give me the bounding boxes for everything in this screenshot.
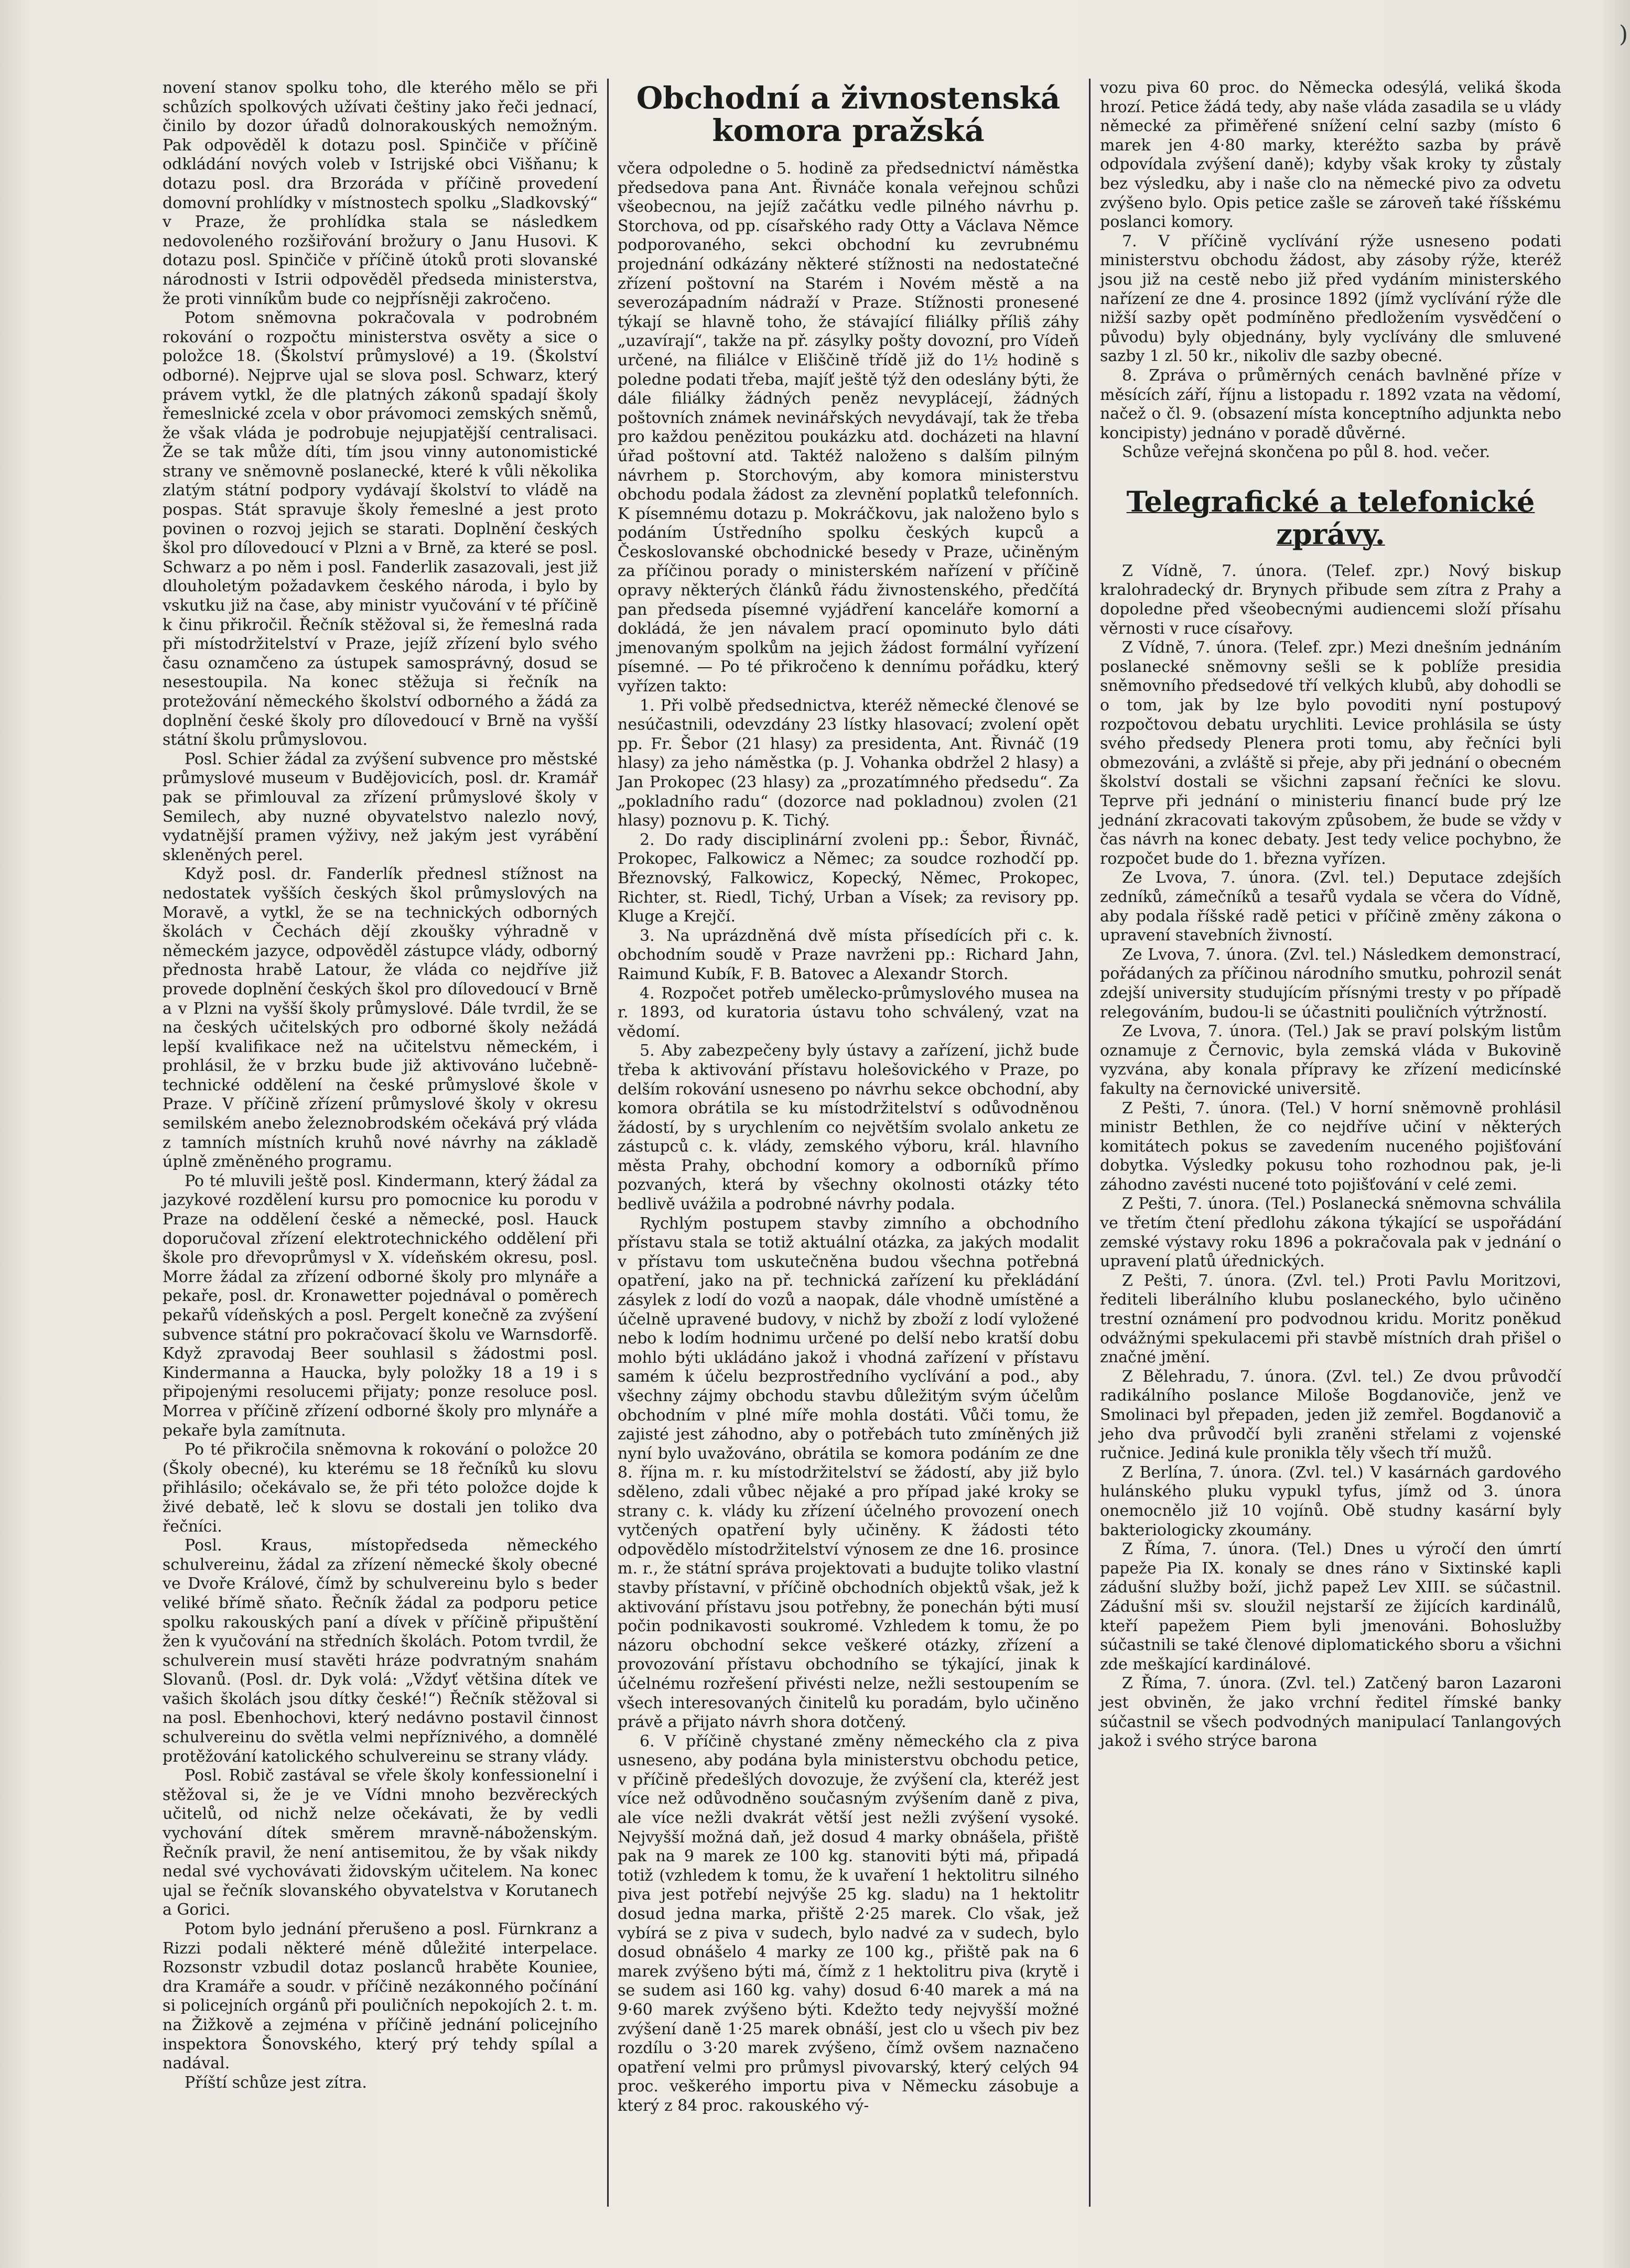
article-paragraph: 7. V příčině vyclívání rýže usneseno podati ministerstvu obchodu žádost, aby zásoby rýže, kteréž jsou již na cestě nebo již před vydáním ministerského nařízení ze dne 4. prosince 1892 (jímž vyclívání rýže dle nižší sazby opět podmíněno předložením vysvědčení o původu) byly objednány, byly vyclívány dle smluvené sazby 1 zl. 50 kr., nikoliv dle sazby obecné. <box>1100 232 1561 366</box>
headline-telegraph-news: Telegrafické a telefonické zprávy. <box>1126 484 1535 551</box>
article-paragraph: 4. Rozpočet potřeb umělecko-průmyslového musea na r. 1893, od kuratoria ústavu toho schválený, vzat na vědomí. <box>618 984 1079 1041</box>
article-paragraph: Schůze veřejná skončena po půl 8. hod. večer. <box>1122 443 1491 462</box>
news-item: Z Říma, 7. února. (Tel.) Dnes u výročí den úmrtí papeže Pia IX. konaly se dnes ráno v Sixtinské kapli zádušní služby boží, jichž papež Lev XIII. se súčastnil. Zádušní mši sv. sloužil nejstarší ze žijících kardinálů, kteří papežem Piem byli jmenováni. Bohoslužby súčastnili se také členové diplomatického sboru a všichni zde meškající kardinálové. <box>1100 1540 1561 1674</box>
article-paragraph: 2. Do rady disciplinární zvoleni pp.: Šebor, Řivnáč, Prokopec, Falkowicz a Němec; za soudce rozhodčí pp. Březnovský, Falkowicz, Kopecký, Němec, Prokopec, Richter, st. Riedl, Tichý, Urban a Vísek; za revisory pp. Kluge a Krejčí. <box>618 830 1079 926</box>
news-item: Z Pešti, 7. února. (Tel.) V horní sněmovně prohlásil ministr Bethlen, že co nejdříve učiní v některých komitátech pokus se zavedením nuceného pojišťování dobytka. Výsledky pokusu toho rozhodnou pak, je-li záhodno zavésti nucené toto pojišťování v celé zemi. <box>1100 1099 1561 1194</box>
article-paragraph: Potom sněmovna pokračovala v podrobném rokování o rozpočtu ministerstva osvěty a sice o položce 18. (Školství průmyslové) a 19. (Školství odborné). Nejprve ujal se slova posl. Schwarz, který právem vytkl, že dle platných zákonů spadají školy řemeslnické zcela v obor právomoci zemských sněmů, že však vláda je podrobuje nejupjatější centralisaci. Že se tak může díti, tím jsou vinny autonomistické strany ve sněmovně poslanecké, které k vůli několika zlatým státní podpory vydávají školství to vládě na pospas. Stát spravuje školy řemeslné a jest proto povinen o rozvoj jejich se starati. Doplnění českých škol pro dílovedoucí v Plzni a v Brně, za které se posl. Schwarz a po něm i posl. Fanderlik zasazovali, jest již dlouholetým požadavkem českého národa, i bylo by vskutku již na čase, aby ministr vyučování v té příčině k činu přikročil. Řečník stěžoval si, že řemeslná rada při místodržitelství v Praze, jejíž zřízení bylo svého času oznamčeno za ústupek samosprávný, dosud se nesestoupila. Na konec stěžuja si řečník na protežování německého školství odborného a žádá za doplnění české školy pro dílovedoucí v Brně na vyšší státní školu průmyslovou. <box>163 309 598 750</box>
page-edge-mark: ) <box>1619 21 1628 48</box>
news-item: Z Pešti, 7. února. (Zvl. tel.) Proti Pavlu Moritzovi, řediteli liberálního klubu poslaneckého, bylo učiněno trestní oznámení pro podvodnou kridu. Moritz poněkud odvážnými spekulacemi při stavbě místních drah přišel o značné jmění. <box>1100 1271 1561 1367</box>
article-paragraph: Posl. Schier žádal za zvýšení subvence pro městské průmyslové museum v Budějovicích, posl. dr. Kramář pak se přimlouval za zřízení průmyslové školy v Semilech, aby nuzné obyvatelstvo nalezlo nový, vydatnější pramen výživy, než jakým jest vyrábění skleněných perel. <box>163 750 598 864</box>
news-item: Ze Lvova, 7. února. (Zvl. tel.) Deputace zdejších zedníků, zámečníků a tesařů vydala se včera do Vídně, aby podala říšské radě petici v příčině změny zákona o upravení stavebních živností. <box>1100 869 1561 945</box>
article-paragraph: 8. Zpráva o průměrných cenách bavlněné příze v měsících září, říjnu a listopadu r. 1892 vzata na vědomí, načež o čl. 9. (obsazení místa konceptního adjunkta nebo koncipisty) jednáno v poradě důvěrné. <box>1100 366 1561 442</box>
news-item: Z Bělehradu, 7. února. (Zvl. tel.) Ze dvou průvodčí radikálního poslance Miloše Bogdanoviče, jenž ve Smolinaci byl přepaden, jeden již zemřel. Bogdanovič a jeho dva průvodčí byli zraněni střelami z vojenské ručnice. Jediná kule pronikla těly všech tří mužů. <box>1100 1367 1561 1463</box>
article-paragraph: 6. V příčině chystané změny německého cla z piva usneseno, aby podána byla ministerstvu obchodu petice, v příčině předešlých dovozuje, že zvýšení cla, kteréž jest více než odůvodněno současným zvýšením daně z piva, ale více nežli dvakrát větší jest nežli zvýšení vysoké. Nejvyšší možná daň, jež dosud 4 marky obnášela, přiště pak na 9 marek ze 100 kg. stanoviti býti má, připadá totiž (vzhledem k tomu, že k uvaření 1 hektolitru silného piva jest potřebí nejvýše 25 kg. sladu) na 1 hektolitr dosud jedna marka, přiště 2·25 marek. Clo však, jež vybírá se z piva v sudech, bylo nadvé za v sudech, bylo dosud obnášelo 4 marky ze 100 kg., přiště pak na 6 marek zvýšeno býti má, čímž z 1 hektolitru piva (krytě i se sudem asi 160 kg. vahy) dosud 6·40 marek a má na 9·60 marek zvýšeno býti. Kdežto tedy nejvyšší možné zvýšení daně 1·25 marek obnáší, jest clo u všech piv bez rozdílu o 3·20 marek zvýšeno, čímž ovšem naznačeno opatření velmi pro průmysl pivovarský, který celých 94 proc. veškerého importu piva v Německu zásobuje a který z 84 proc. rakouského vý- <box>618 1732 1079 2115</box>
news-item: Z Vídně, 7. února. (Telef. zpr.) Mezi dnešním jednáním poslanecké sněmovny sešli se k poblíže presidia sněmovního předsedové tří velkých klubů, aby dohodli se o tom, jak by lze bylo povoditi nyní postupový rozpočtovou debatu urychliti. Levice prohlásila se ústy svého předsedy Plenera proti tomu, aby řečníci byli obmezováni, a zvláště si přeje, aby při jednání o obecném školství dostali se všichni zapsaní řečníci ke slovu. Teprve při jednání o ministeriu financí bude prý lze jednání zkracovati takovým způsobem, že bude se vždy v čas návrh na konec debaty. Jest tedy velice pochybno, že rozpočet bude do 1. března vyřízen. <box>1100 638 1561 868</box>
column-parliament-report <box>163 79 598 2092</box>
article-paragraph: Příští schůze jest zítra. <box>185 2073 367 2092</box>
article-paragraph: Potom bylo jednání přerušeno a posl. Fürnkranz a Rizzi podali některé méně důležité interpelace. Rozsonstr vzbudil dotaz poslanců hraběte Kouniee, dra Kramáře a soudr. v příčině nezákonného počínání si policejních orgánů při pouličních nepokojích 2. t. m. na Žižkově a zejména v příčině jednání policejního inspektora Šonovského, který prý tehdy spílal a nadával. <box>163 1920 598 2073</box>
headline-chamber-of-commerce: Obchodní a živnostenská komora pražská <box>636 80 1061 148</box>
article-paragraph: novení stanov spolku toho, dle kterého mělo se při schůzích spolkových užívati češtiny jako řeči jednací, činilo by dozor úřadů dolnorakouských nemožným. Pak odpověděl k dotazu posl. Spinčiče v příčině odkládání nových voleb v Istrijské obci Višňanu; k dotazu posl. dra Brzoráda v příčině provedení domovní prohlídky v místnostech spolku „Sladkovský“ v Praze, že prohlídka stala se následkem nedovoleného rozšiřování brožury o Janu Husovi. K dotazu posl. Spinčiče v příčině útoků proti slovanské národnosti v Istrii odpověděl předseda ministerstva, že proti vinníkům bude co nejpřísněji zakročeno. <box>163 79 598 308</box>
article-paragraph: Posl. Robič zastával se vřele školy konfessionelní i stěžoval si, že je ve Vídni mnoho bezvěreckých učitelů, od nichž nelze očekávati, že by vedli vychování dítek směrem mravně-náboženským. Řečník pravil, že není antisemitou, že by však nikdy nedal své vychovávati židovským učitelem. Na konec ujal se řečník slovanského obyvatelstva v Korutanech a Gorici. <box>163 1766 598 1919</box>
column-telegraph-news <box>1100 79 1561 1751</box>
column-chamber-of-commerce <box>618 79 1079 2116</box>
article-paragraph: Po té mluvili ještě posl. Kindermann, který žádal za jazykové rozdělení kursu pro pomocnice ku porodu v Praze na oddělení české a německé, posl. Hauck doporučoval zřízení elektrotechnického oddělení při škole pro dřevoprůmysl v X. vídeňském okresu, posl. Morre žádal za zřízení odborné školy pro mlynáře a pekaře, posl. dr. Kronawetter pojednával o poměrech pekařů vídeňských a posl. Pergelt konečně za zvýšení subvence státní pro pokračovací školu ve Warnsdorfě. Když zpravodaj Beer souhlasil s žádostmi posl. Kindermanna a Haucka, byly položky 18 a 19 i s připojenými resolucemi přijaty; ponze resoluce posl. Morrea v příčině zřízení odborné školy pro mlynáře a pekaře byla zamítnuta. <box>163 1171 598 1440</box>
article-paragraph: 1. Při volbě předsednictva, kteréž německé členové se nesúčastnili, odevzdány 23 lístky hlasovací; zvolení opět pp. Fr. Šebor (21 hlasy) za presidenta, Ant. Řivnáč (19 hlasy) za jeho náměstka (p. J. Vohanka obdržel 2 hlasy) a Jan Prokopec (23 hlasy) za „prozatímného předsedu“. Za „pokladního radu“ (dozorce nad pokladnou) zvolen (21 hlasy) poznovu p. K. Tichý. <box>618 696 1079 830</box>
article-paragraph: 3. Na uprázdněná dvě místa přísedících při c. k. obchodním soudě v Praze navrženi pp.: Richard Jahn, Raimund Kubík, F. B. Batovec a Alexandr Storch. <box>618 926 1079 983</box>
news-item: Z Říma, 7. února. (Zvl. tel.) Zatčený baron Lazaroni jest obviněn, že jako vrchní ředitel římské banky súčastnil se všech podvodných manipulací Tanlangových jakož i svého strýce barona <box>1100 1674 1561 1751</box>
article-paragraph: včera odpoledne o 5. hodině za předsednictví náměstka předsedova pana Ant. Řivnáče konala veřejnou schůzi všeobecnou, na jejíž začátku vedle pilného návrhu p. Storchova, od pp. císařského rady Otty a Václava Němce podporovaného, sekci obchodní ku zevrubnému projednání odkázány některé stížnosti na nedostatečné zřízení poštovní na Starém i Novém městě a na severozápadním nádraží v Praze. Stížnosti pronesené týkají se hlavně toho, že stávající filiálky příliš záhy „uzavírají“, takže na př. zásylky pošty dovozní, pro Vídeň určené, na filiálce v Eliščině třídě již do 1½ hodině s poledne podati třeba, majíť ještě týž den odeslány býti, že dále filiálky žádných peněz nevyplácejí, žádných poštovních známek nevinářských nevydávají, tak že třeba pro každou penězitou poukázku atd. docházeti na hlavní úřad poštovní atd. Taktéž naloženo s dalším pilným návrhem p. Storchovým, aby komora ministerstvu obchodu podala žádost za zlevnění poplatků telefonních. K písemnému dotazu p. Mokráčkovu, jak naloženo bylo s podáním Ústředního spolku českých kupců a Českoslovanské obchodnické besedy v Praze, učiněným za příčinou porady o ministerském nařízení v příčině opravy některých článků řádu živnostenského, předčítá pan předseda písemné vyjádření kanceláře komorní a dokládá, že jen návalem prací opominuto bylo dáti jmenovaným spolkům na jejich žádost formální vyřízení písemné. — Po té přikročeno k dennímu pořádku, který vyřízen takto: <box>618 159 1079 696</box>
article-paragraph: Posl. Kraus, místopředseda německého schulvereinu, žádal za zřízení německé školy obecné ve Dvoře Králové, čímž by schulvereinu bylo s beder veliké břímě sňato. Řečník žádal za podporu petice spolku rakouských paní a dívek v příčině připuštění žen k vyučování na středních školách. Potom tvrdil, že schulverein musí stavěti hráze podvratným snahám Slovanů. (Posl. dr. Dyk volá: „Vždyť většina dítek ve vašich školách jsou dítky české!“) Řečník stěžoval si na posl. Ebenhochovi, který nedávno postavil činnost schulvereinu do světla velmi nepříznivého, a domnělé protěžování katolického schulvereinu se strany vlády. <box>163 1536 598 1766</box>
article-paragraph: Po té přikročila sněmovna k rokování o položce 20 (Školy obecné), ku kterému se 18 řečníků ku slovu přihlásilo; očekávalo se, že při této položce dojde k živé debatě, leč k slovu se dostali jen toliko dva řečníci. <box>163 1440 598 1536</box>
news-item: Z Pešti, 7. února. (Tel.) Poslanecká sněmovna schválila ve třetím čtení předlohu zákona týkající se uspořádání zemské výstavy roku 1896 a pokračovala pak v jednání o upravení platů úřednických. <box>1100 1195 1561 1271</box>
column-rule-2 <box>1089 79 1091 2207</box>
news-item: Ze Lvova, 7. února. (Zvl. tel.) Následkem demonstrací, pořádaných za příčinou národního smutku, pohrozil senát zdejší university studujícím přísnými tresty v po případě relegováním, budou-li se účastniti pouličních výtržností. <box>1100 945 1561 1022</box>
article-paragraph: vozu piva 60 proc. do Německa odesýlá, veliká škoda hrozí. Petice žádá tedy, aby naše vláda zasadila se u vlády německé za přiměřené snížení celní sazby (místo 6 marek jen 4·80 marky, kteréžto sazba by právě odpovídala zvýšení daně); kdyby však kroky ty zůstaly bez výsledku, aby i naše clo na německé pivo za odvetu zvýšeno bylo. Opis petice zašle se zároveň také říšskému poslanci komory. <box>1100 79 1561 232</box>
article-paragraph: 5. Aby zabezpečeny byly ústavy a zařízení, jichž bude třeba k aktivování přístavu holešovického v Praze, po delším rokování usneseno po návrhu sekce obchodní, aby komora obrátila se ku místodržitelství s odůvodněnou žádostí, by s urychlením co největším svolalo anketu ze zástupců c. k. vlády, zemského výboru, král. hlavního města Prahy, obchodní komory a odborníků přímo pozvaných, která by všechny okolnosti otázky této bedlivě uvážila a podrobné návrhy podala. <box>618 1041 1079 1214</box>
news-item: Z Vídně, 7. února. (Telef. zpr.) Nový biskup kralohradecký dr. Brynych přibude sem zítra z Prahy a dopoledne před všeobecnými audiencemi složí přísahu věrnosti v ruce císařovy. <box>1100 561 1561 638</box>
news-item: Z Berlína, 7. února. (Zvl. tel.) V kasárnách gardového hulánského pluku vypukl tyfus, jímž od 3. února onemocnělo již 10 vojínů. Obě studny kasární byly bakteriologicky zkoumány. <box>1100 1463 1561 1539</box>
article-paragraph: Když posl. dr. Fanderlík přednesl stížnost na nedostatek vyšších českých škol průmyslových na Moravě, a vytkl, že se na technických odborných školách v Čechách dějí zkoušky výhradně v německém jazyce, odpověděl zástupce vlády, odborný přednosta hrabě Latour, že vláda co nejdříve již provede doplnění českých škol pro dílovedoucí v Brně a v Plzni na vyšší školy průmyslové. Dále tvrdil, že se na českých učitelských pro odborné školy nežádá lepší kvalifikace než na učitelstvu německém, i prohlásil, že v brzku bude již aktivováno lučebně-technické oddělení na české průmyslové škole v Praze. V příčině zřízení průmyslové školy v okresu semilském anebo železnobrodském očekává prý vláda z tamních místních kruhů nové návrhy na základě úplně změněného programu. <box>163 865 598 1171</box>
column-rule-1 <box>607 79 609 2207</box>
news-item: Ze Lvova, 7. února. (Tel.) Jak se praví polským listům oznamuje z Černovic, byla zemská vláda v Bukovině vyzvána, aby konala přípravy ke zřízení medicínské fakulty na černovické universitě. <box>1100 1022 1561 1098</box>
article-paragraph: Rychlým postupem stavby zimního a obchodního přístavu stala se totiž aktuální otázka, za jakých modalit v přístavu tom uskutečněna budou všechna potřebná opatření, jako na př. technická zařízení ku překládání zásylek z lodí do vozů a naopak, dále vhodně umístěné a účelně upravené budovy, v nichž by zboží z lodí vyložené nebo k lodím hodnimu určené po delší nebo kratší dobu mohlo býti ukládáno jakož i vhodná zařízení v přístavu samém k účelu bezprostředního vyclívání a pod., aby všechny zájmy obchodu stavbu důležitým svým účelům obchodním v plné míře mohla dostáti. Vůči tomu, že zajisté jest záhodno, aby o potřebách tuto zmíněných již nyní bylo uvažováno, obrátila se komora podáním ze dne 8. října m. r. ku místodržitelství se žádostí, aby již bylo sděleno, zdali vůbec nějaké a pro případ jaké kroky se strany c. k. vlády ku zřízení účelného provození onech vytčených opatření byly učiněny. K žádosti této odpovědělo místodržitelství výnosem ze dne 16. prosince m. r., že státní správa projektovati a budujte toliko vlastní stavby přístavní, v příčině obchodních objektů však, jež k aktivování přístavu jsou potřebny, že ponechán býti musí počin podnikavosti soukromé. Vzhledem k tomu, že po názoru obchodní sekce veškeré otázky, zřízení a provozování přístavu obchodního se týkající, jinak k účelnému rozřešení přivésti nelze, nežli sestoupením se všech interesovaných činitelů ku poradám, bylo učiněno právě a přijato návrh shora dotčený. <box>618 1214 1079 1732</box>
